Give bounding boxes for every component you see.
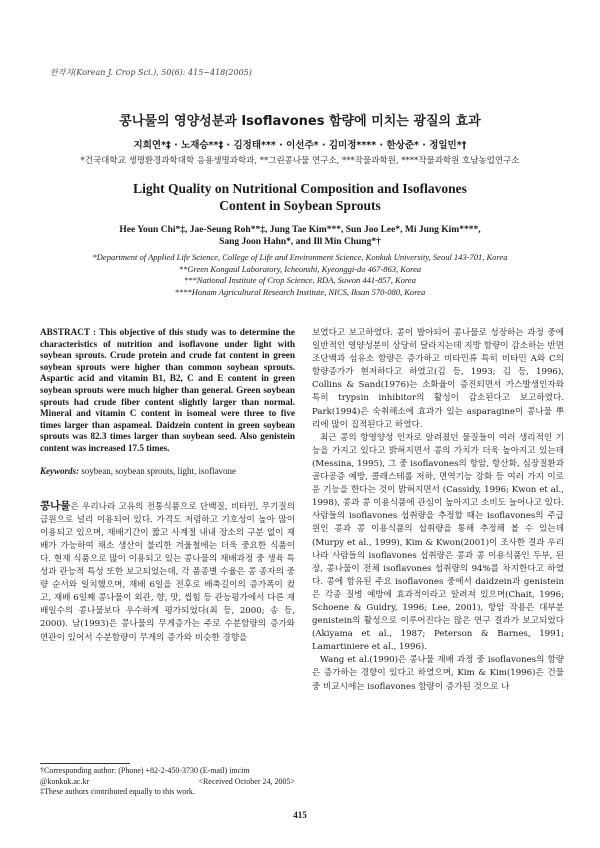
english-title [0,180,600,214]
affiliation-4: ****Honam Agricultural Research Institute, NICS, Iksan 570-080, Korea [174,286,426,297]
footnote-corresponding: †Corresponding author: (Phone) +82-2-450-3730 (E-mail) imcim [40,766,250,775]
affiliation-2: **Green Kongaul Laboratory, Icheonshi, Kyeonggi-do 467-863, Korea [178,263,422,274]
intro-text: 은 우리나라 고유의 전통식품으로 단백질, 비타민, 무기질의 급원으로 널리 이용되어 있다. 가격도 저렴하고 기호성이 높아 많이 이용되고 있으며, 재배기간이 짧고 사계절 내내 장소의 구분 없이 재배가 가능하여 채소 생산이 불리한 겨울철에는 더욱 중요한 식품이다. 현재 식품으로 많이 이용되고 있는 콩나물의 재배과정 중 생육 특성과 관능적 특성 또한 보고되었는데, 각 품종별 수율은 콩 종자의 중량 순서와 일치했으며, 재배 6일을 전후로 배축길이의 증가폭이 컸고, 재배 6일째 콩나물이 외관, 향, 맛, 씹힘 등 관능평가에서 다른 재배일수의 콩나물보다 우수하게 평가되었다(최 등, 2000; 송 등, 2000). 남(1993)은 콩나물의 무게증가는 주로 수분함량의 증가와 연관이 있어서 수분함량이 무게의 증가와 비슷한 경향을 [40,501,295,643]
footnote-email-line [40,777,295,788]
korean-title: 콩나물의 영양성분과 Isoflavones 함량에 미치는 광질의 효과 [119,114,481,129]
affiliation-1: *Department of Applied Life Science, College of Life and Environment Science, Konkuk University, Seoul 143-701, Korea [92,252,508,262]
abstract: ABSTRACT : This objective of this study was to determine the characteristics of nutrition and isoflavone under light with soybean sprouts. Crude protein and crude fat content in green soybean sprouts were higher than common soybean sprouts. Aspartic acid and vitamin B1, B2, C and E content in green soybean sprouts were much higher than general. Green soybean sprouts had crude fiber content slightly larger than normal. Mineral and vitamin C content in isomeal were three to five times larger than aspameal. Daidzein content in green soybean sprouts was 82.3 times larger than soybean seed. Also genistein content was increased 17.5 times. [40,327,295,453]
korean-authors: 지희연*‡ · 노재승**‡ · 김정태*** · 이선주* · 김미정**** · 한상준* · 정일민*† [133,140,467,151]
keywords [40,465,295,478]
footnote-email: @konkuk.ac.kr [40,776,90,786]
right-column [312,327,564,694]
affiliation-3: ***National Institute of Crop Science, RDA, Suwon 441-857, Korea [184,275,416,285]
lead-word: 콩나물 [40,499,71,512]
footnote-received: <Received October 24, 2005> [198,776,295,786]
english-affiliations [0,252,600,298]
english-authors-line-1: Hee Youn Chi*‡, Jae-Seung Roh**‡, Jung Tae Kim***, Sun Joo Lee*, Mi Jung Kim****, [119,225,481,235]
left-column [40,327,295,645]
page-number: 415 [293,810,307,820]
footnote-equal-contribution: ‡These authors contributed equally to this work. [40,787,195,796]
right-paragraph-3: Wang et al.(1990)은 콩나물 재배 과정 중 isoflavones의 함량은 증가하는 경향이 있다고 하였으며, Kim & Kim(1996)은 건물 중 비교시에는 isoflavones 함량이 증가된 것으로 나 [312,655,564,692]
journal-citation: 한작지(Korean J. Crop Sci.), 50(6): 415~418(2005) [50,68,252,77]
keywords-label: Keywords: [40,465,79,476]
right-paragraph-2: 최근 콩의 항영양성 인자로 알려졌던 물질들이 여러 생리적인 기능을 가지고 있다고 밝혀지면서 콩의 가치가 더욱 높아지고 있는데(Messina, 1995), 그 중 isoflavones의 항암, 항산화, 심장질환과 골다공증 예방, 콜레스테롤 저하, 면역기능 강화 등 여러 가지 이로운 기능을 한다는 것이 밝혀지면서 (Cassidy, 1996; Kwon et al., 1998), 콩과 콩 이용식품에 관심이 높아지고 소비도 늘어나고 있다. 사람들의 isoflavones 섭취량을 추정할 때는 isoflavones의 주급원인 콩과 콩 이용식품의 섭취량을 통해 추정해 볼 수 있는데(Murpy et al., 1999), Kim & Kwon(2001)이 조사한 결과 우리나라 사람들의 isoflavones 섭취량은 콩과 콩 이용식품인 두부, 된장, 콩나물이 전체 isoflavones 섭취량의 94%를 차지한다고 하였다. 콩에 함유된 주요 isoflavones 중에서 daidzein과 genistein은 각종 질병 예방에 효과적이라고 알려져 있으며(Chait, 1996; Schoene & Guidry, 1996; Lee, 2001), 항암 작용은 대부분 genistein의 활성으로 이루어진다는 많은 연구 결과가 보고되었다(Akiyama et al., 1987; Peterson & Barnes, 1991; Lamartiniere et al., 1996). [312,432,564,653]
keywords-list: soybean, soybean sprouts, light, isoflavone [81,465,236,476]
intro-paragraph [40,500,295,645]
english-title-line-2: Content in Soybean Sprouts [219,198,381,213]
footnote-rule [40,763,130,764]
footnotes [40,766,295,798]
english-title-line-1: Light Quality on Nutritional Composition and Isoflavones [133,181,467,196]
english-authors [0,224,600,248]
korean-affiliations: *건국대학교 생명환경과학대학 응용생명과학과, **그린콩나물 연구소, ***작물과학원, ****작물과학원 호남농업연구소 [80,156,520,166]
right-paragraph-1: 보였다고 보고하였다. 콩이 발아되어 콩나물로 성장하는 과정 중에 일반적인 영양성분이 상당히 달라지는데 지방 함량이 감소하는 반면 조단백과 섬유소 함량은 증가하고 비타민류 특히 비타민 A와 C의 함량증가가 현저하다고 하였고(김 등, 1993; 김 등, 1996), Collins & Sand(1976)는 소화율이 증진되면서 가스발생인자와 특히 trypsin inhibitor의 활성이 감소된다고 보고하였다. Park(1994)은 숙취해소에 효과가 있는 asparagine이 콩나물 뿌리에 많이 집적된다고 하였다. [312,328,564,430]
english-authors-line-2: Sang Joon Hahn*, and Ill Min Chung*† [219,237,381,247]
